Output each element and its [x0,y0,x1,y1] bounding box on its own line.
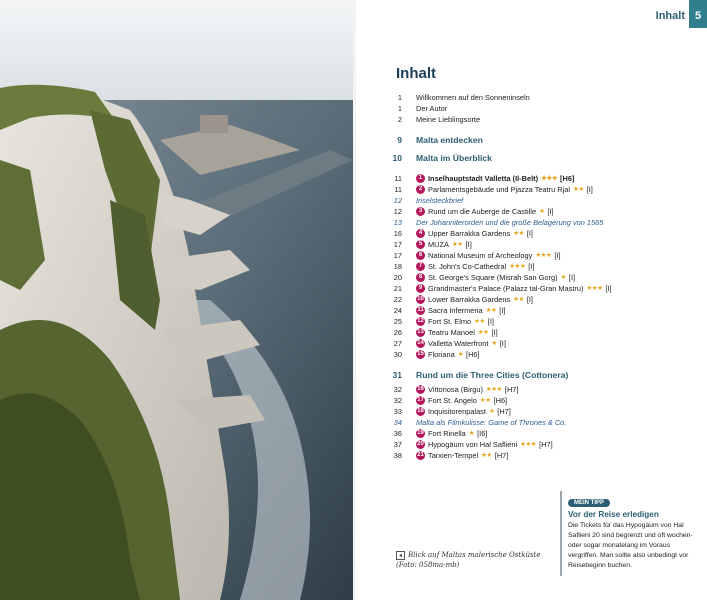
toc-page-number: 33 [393,407,402,416]
toc-entry-title: MUŻA [428,240,449,249]
toc-entry-title: Willkommen auf den Sonneninseln [416,93,530,102]
sight-number-badge: 11 [417,307,424,313]
caption-text: Blick auf Maltas malerische Ostküste (Foto: 058ma-mb) [396,551,541,569]
tip-heading: Vor der Reise erledigen [568,510,659,519]
toc-entry[interactable] [386,406,696,417]
toc-entry-content [416,261,534,272]
toc-entry[interactable] [386,417,696,428]
toc-entry-title: Teatru Manoel [428,328,475,337]
toc-page-number: 32 [393,385,402,394]
toc-entry-content [416,250,561,261]
toc-entry-title: Grandmaster's Palace (Palazz tal-Gran Mastru) [428,284,584,293]
toc-entry[interactable] [386,92,696,103]
toc-entry-content [416,114,480,125]
toc-entry-title: Der Autor [416,104,448,113]
map-grid-reference: [H7] [539,440,553,449]
rating-stars-icon: ★ [491,340,497,347]
toc-entry-content [416,439,553,450]
toc-entry-content [416,153,492,164]
toc-page-number: 1 [397,104,402,113]
toc-entry-title: Malta entdecken [416,134,483,145]
sight-number-badge: 14 [417,340,424,346]
map-grid-reference: [H6] [560,174,575,183]
map-grid-reference: [I] [487,317,494,326]
toc-entry-title: National Museum of Archeology [428,251,533,260]
rating-stars-icon: ★★★ [509,263,526,270]
toc-entry[interactable] [386,173,696,184]
map-grid-reference: [I6] [477,429,488,438]
toc-entry[interactable] [386,184,696,195]
toc-page-number: 2 [397,115,402,124]
sight-number-badge: 4 [416,229,425,238]
photo-caption [396,550,556,570]
toc-page-number: 13 [393,218,402,227]
toc-entry[interactable] [386,261,696,272]
toc-entry-content [416,228,533,239]
rating-stars-icon: ★★★ [586,285,603,292]
rating-stars-icon: ★★ [477,329,489,336]
rating-stars-icon: ★★ [479,397,491,404]
toc-entry-title: Floriana [428,350,455,359]
caption-arrow-icon: ◂ [396,551,405,560]
toc-page-number: 18 [393,262,402,271]
map-grid-reference: [H7] [497,407,511,416]
sight-number-badge: 6 [416,251,425,260]
toc-entry-content [416,92,530,103]
toc-entry-content [416,135,483,146]
toc-entry[interactable] [386,272,696,283]
toc-page-number: 27 [393,339,402,348]
toc-entry-title: Hypogäum von Hal Saflieni [428,440,518,449]
toc-entry-content [416,173,574,184]
rating-stars-icon: ★ [468,430,475,437]
map-grid-reference: [I] [605,284,612,293]
toc-entry-title: Parlamentsgebäude und Pjazza Teatru Rjal [428,185,571,194]
toc-entry[interactable] [386,195,696,206]
sight-number-badge: 8 [416,273,425,282]
page-title: Inhalt [396,65,436,82]
tip-box [560,491,700,576]
tip-badge: MEIN TIPP [568,499,610,507]
rating-stars-icon: ★ [560,274,566,281]
sight-number-badge: 19 [417,430,424,436]
toc-page-number: 34 [393,418,402,427]
toc-page-number: 30 [393,350,402,359]
map-grid-reference: [H6] [493,396,508,405]
toc-page-number: 12 [393,196,402,205]
toc-entry[interactable] [386,305,696,316]
map-grid-reference: [I] [554,251,561,260]
toc-entry[interactable] [386,294,696,305]
toc-entry-content [416,384,518,395]
sight-number-badge: 16 [417,386,424,392]
toc-section-heading[interactable] [386,149,696,167]
toc-entry-title: Vittoriosa (Birgu) [428,385,483,394]
toc-page-number: 1 [397,93,402,102]
toc-entry[interactable] [386,316,696,327]
toc-entry-title: Lower Barrakka Gardens [428,295,511,304]
toc-entry[interactable] [386,283,696,294]
toc-page-number: 11 [394,174,402,183]
map-grid-reference: [H6] [466,350,480,359]
sight-number-badge: 5 [416,240,425,249]
rating-stars-icon: ★★★ [485,386,502,393]
toc-page-number: 16 [393,229,402,238]
sight-number-badge: 18 [417,408,424,414]
sight-number-badge: 10 [417,296,424,302]
toc-page-number: 17 [393,251,402,260]
rating-stars-icon: ★★ [474,318,485,325]
toc-entry-content [416,239,472,250]
toc-entry[interactable] [386,217,696,228]
toc-entry-title: Inselhauptstadt Valletta (Il-Belt) [428,174,539,183]
toc-page-number: 38 [393,451,402,460]
map-grid-reference: [I] [526,295,533,304]
sight-number-badge: 17 [417,397,424,403]
map-grid-reference: [I] [528,262,535,271]
rating-stars-icon: ★★★ [520,441,537,448]
toc-entry[interactable] [386,114,696,125]
toc-entry-content [416,327,498,338]
toc-page-number: 24 [393,306,402,315]
toc-entry-title: Fort St. Angelo [428,396,477,405]
toc-entry-title: Rund um die Three Cities (Cottonera) [416,369,569,380]
toc-entry-title: Meine Lieblingsorte [416,115,481,124]
toc-entry-content [416,428,487,439]
toc-entry[interactable] [386,103,696,114]
toc-entry[interactable] [386,450,696,461]
sight-number-badge: 3 [416,207,425,216]
toc-entry-content [416,103,447,114]
running-header [656,0,707,28]
toc-entry-content [416,349,480,360]
sight-number-badge: 7 [416,262,425,271]
sight-number-badge: 20 [417,441,424,447]
toc-page-number: 37 [393,440,402,449]
map-grid-reference: [I] [465,240,472,249]
toc-entry-title: Inselsteckbrief [416,196,464,205]
map-grid-reference: [I] [499,339,506,348]
toc-entry[interactable] [386,250,696,261]
rating-stars-icon: ★ [539,208,545,215]
toc-entry-content [416,195,463,206]
toc-entry-title: Malta als Filmkulisse: Game of Thrones & Co. [416,418,567,427]
toc-page-number: 11 [394,185,402,194]
toc-entry-title: Fort Rinella [428,429,466,438]
toc-entry-content [416,395,507,406]
toc-entry-content [416,450,508,461]
toc-entry-content [416,217,603,228]
toc-entry-title: Inquisitorenpalast [428,407,486,416]
toc-entry-content [416,370,568,381]
toc-entry-title: Tarxien-Tempel [428,451,479,460]
toc-entry[interactable] [386,239,696,250]
toc-entry-content [416,272,575,283]
rating-stars-icon: ★★ [485,307,497,314]
toc-page-number: 9 [397,134,402,145]
toc-entry[interactable] [386,327,696,338]
map-grid-reference: [I] [526,229,533,238]
sight-number-badge: 9 [416,284,425,293]
rating-stars-icon: ★★★ [535,252,552,259]
toc-entry-content [416,283,612,294]
rating-stars-icon: ★★ [513,296,524,303]
rating-stars-icon: ★ [488,408,495,415]
toc-page-number: 12 [393,207,402,216]
map-grid-reference: [I] [586,185,593,194]
toc-entry-content [416,417,566,428]
toc-page-number: 36 [393,429,402,438]
toc-entry-content [416,406,511,417]
toc-entry-title: Der Johanniterorden und die große Belagerung von 1565 [416,218,604,227]
toc-entry-title: St. John's Co-Cathedral [428,262,507,271]
running-header-label: Inhalt [656,0,689,28]
toc-entry-content [416,206,554,217]
map-grid-reference: [H7] [504,385,519,394]
table-of-contents [386,92,696,461]
rating-stars-icon: ★ [457,351,464,358]
sight-number-badge: 13 [417,329,424,335]
page-number: 5 [689,0,707,28]
toc-entry-content [416,294,533,305]
toc-entry-title: Sacra Infermeria [428,306,483,315]
toc-entry-content [416,305,505,316]
map-grid-reference: [H7] [494,451,509,460]
toc-entry[interactable] [386,228,696,239]
toc-entry-title: Rund um die Auberge de Castille [428,207,537,216]
sight-number-badge: 12 [417,318,424,324]
map-grid-reference: [I] [547,207,554,216]
sight-number-badge: 21 [417,452,424,458]
sight-number-badge: 2 [416,185,425,194]
rating-stars-icon: ★★ [513,230,524,237]
toc-entry[interactable] [386,338,696,349]
toc-page-number: 10 [392,152,402,163]
toc-section-heading[interactable] [386,131,696,149]
rating-stars-icon: ★★ [451,241,463,248]
map-grid-reference: [I] [568,273,576,282]
toc-entry[interactable] [386,384,696,395]
toc-entry[interactable] [386,349,696,360]
toc-page-number: 31 [392,369,402,380]
contents-page [356,0,707,600]
toc-entry[interactable] [386,395,696,406]
toc-entry-content [416,338,506,349]
toc-entry[interactable] [386,439,696,450]
toc-entry[interactable] [386,428,696,439]
toc-entry-title: Valletta Waterfront [428,339,489,348]
toc-page-number: 22 [393,295,402,304]
rating-stars-icon: ★★ [573,186,584,193]
tip-body: Die Tickets für das Hypogäum von Hal Saflieni 20 sind begrenzt und oft wochen- oder sogar monatelang im Voraus vergriffen. Man sollte also unbedingt vor Reisebeginn buchen. [568,522,693,569]
toc-page-number: 21 [393,284,402,293]
rating-stars-icon: ★★ [481,452,492,459]
toc-section-heading[interactable] [386,366,696,384]
toc-page-number: 20 [393,273,402,282]
toc-entry-title: St. George's Square (Misrah San Gorg) [428,273,558,282]
map-grid-reference: [I] [491,328,498,337]
toc-page-number: 17 [393,240,402,249]
coastal-cliff-photo [0,0,353,600]
toc-page-number: 26 [393,328,402,337]
sight-number-badge: 15 [417,351,424,357]
toc-entry-title: Upper Barrakka Gardens [428,229,511,238]
map-grid-reference: [I] [499,306,506,315]
toc-entry-title: Malta im Überblick [416,152,492,163]
rating-stars-icon: ★★★ [541,175,558,182]
toc-page-number: 25 [393,317,402,326]
toc-entry-content [416,316,494,327]
toc-entry[interactable] [386,206,696,217]
sight-number-badge: 1 [416,174,425,183]
toc-entry-title: Fort St. Elmo [428,317,472,326]
toc-page-number: 32 [393,396,402,405]
toc-entry-content [416,184,593,195]
